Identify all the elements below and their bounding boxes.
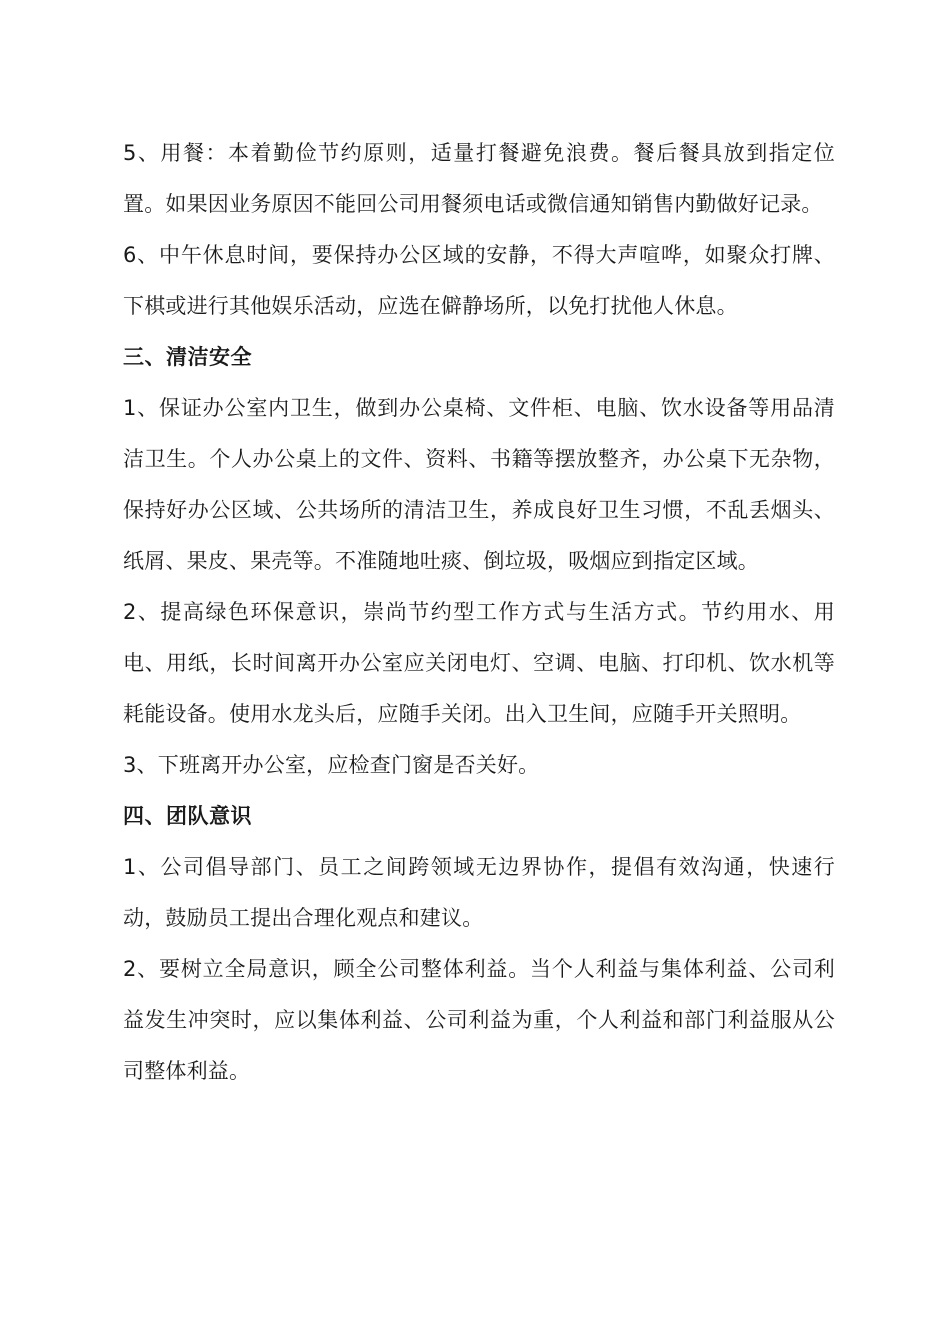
document-body	[123, 128, 835, 1097]
section-heading-team-awareness: 四、团队意识	[123, 804, 252, 828]
paragraph-noon-rest-6: 6、中午休息时间，要保持办公区域的安静，不得大声喧哗，如聚众打牌、下棋或进行其他娱乐活动，应选在僻静场所，以免打扰他人休息。	[123, 243, 835, 318]
paragraph-collaboration-1: 1、公司倡导部门、员工之间跨领域无边界协作，提倡有效沟通，快速行动，鼓励员工提出合理化观点和建议。	[123, 855, 835, 930]
paragraph-cleaning-1: 1、保证办公室内卫生，做到办公桌椅、文件柜、电脑、饮水设备等用品清洁卫生。个人办公桌上的文件、资料、书籍等摆放整齐，办公桌下无杂物，保持好办公区域、公共场所的清洁卫生，养成良好卫生习惯，不乱丢烟头、纸屑、果皮、果壳等。不准随地吐痰、倒垃圾，吸烟应到指定区域。	[123, 396, 835, 573]
paragraph-overall-interest-2: 2、要树立全局意识，顾全公司整体利益。当个人利益与集体利益、公司利益发生冲突时，应以集体利益、公司利益为重，个人利益和部门利益服从公司整体利益。	[123, 957, 835, 1083]
paragraph-dining-5: 5、用餐：本着勤俭节约原则，适量打餐避免浪费。餐后餐具放到指定位置。如果因业务原因不能回公司用餐须电话或微信通知销售内勤做好记录。	[123, 141, 835, 216]
paragraph-leaving-3: 3、下班离开办公室，应检查门窗是否关好。	[123, 753, 540, 777]
section-heading-cleaning-safety: 三、清洁安全	[123, 345, 252, 369]
paragraph-eco-2: 2、提高绿色环保意识，崇尚节约型工作方式与生活方式。节约用水、用电、用纸，长时间离开办公室应关闭电灯、空调、电脑、打印机、饮水机等耗能设备。使用水龙头后，应随手关闭。出入卫生间，应随手开关照明。	[123, 600, 835, 726]
